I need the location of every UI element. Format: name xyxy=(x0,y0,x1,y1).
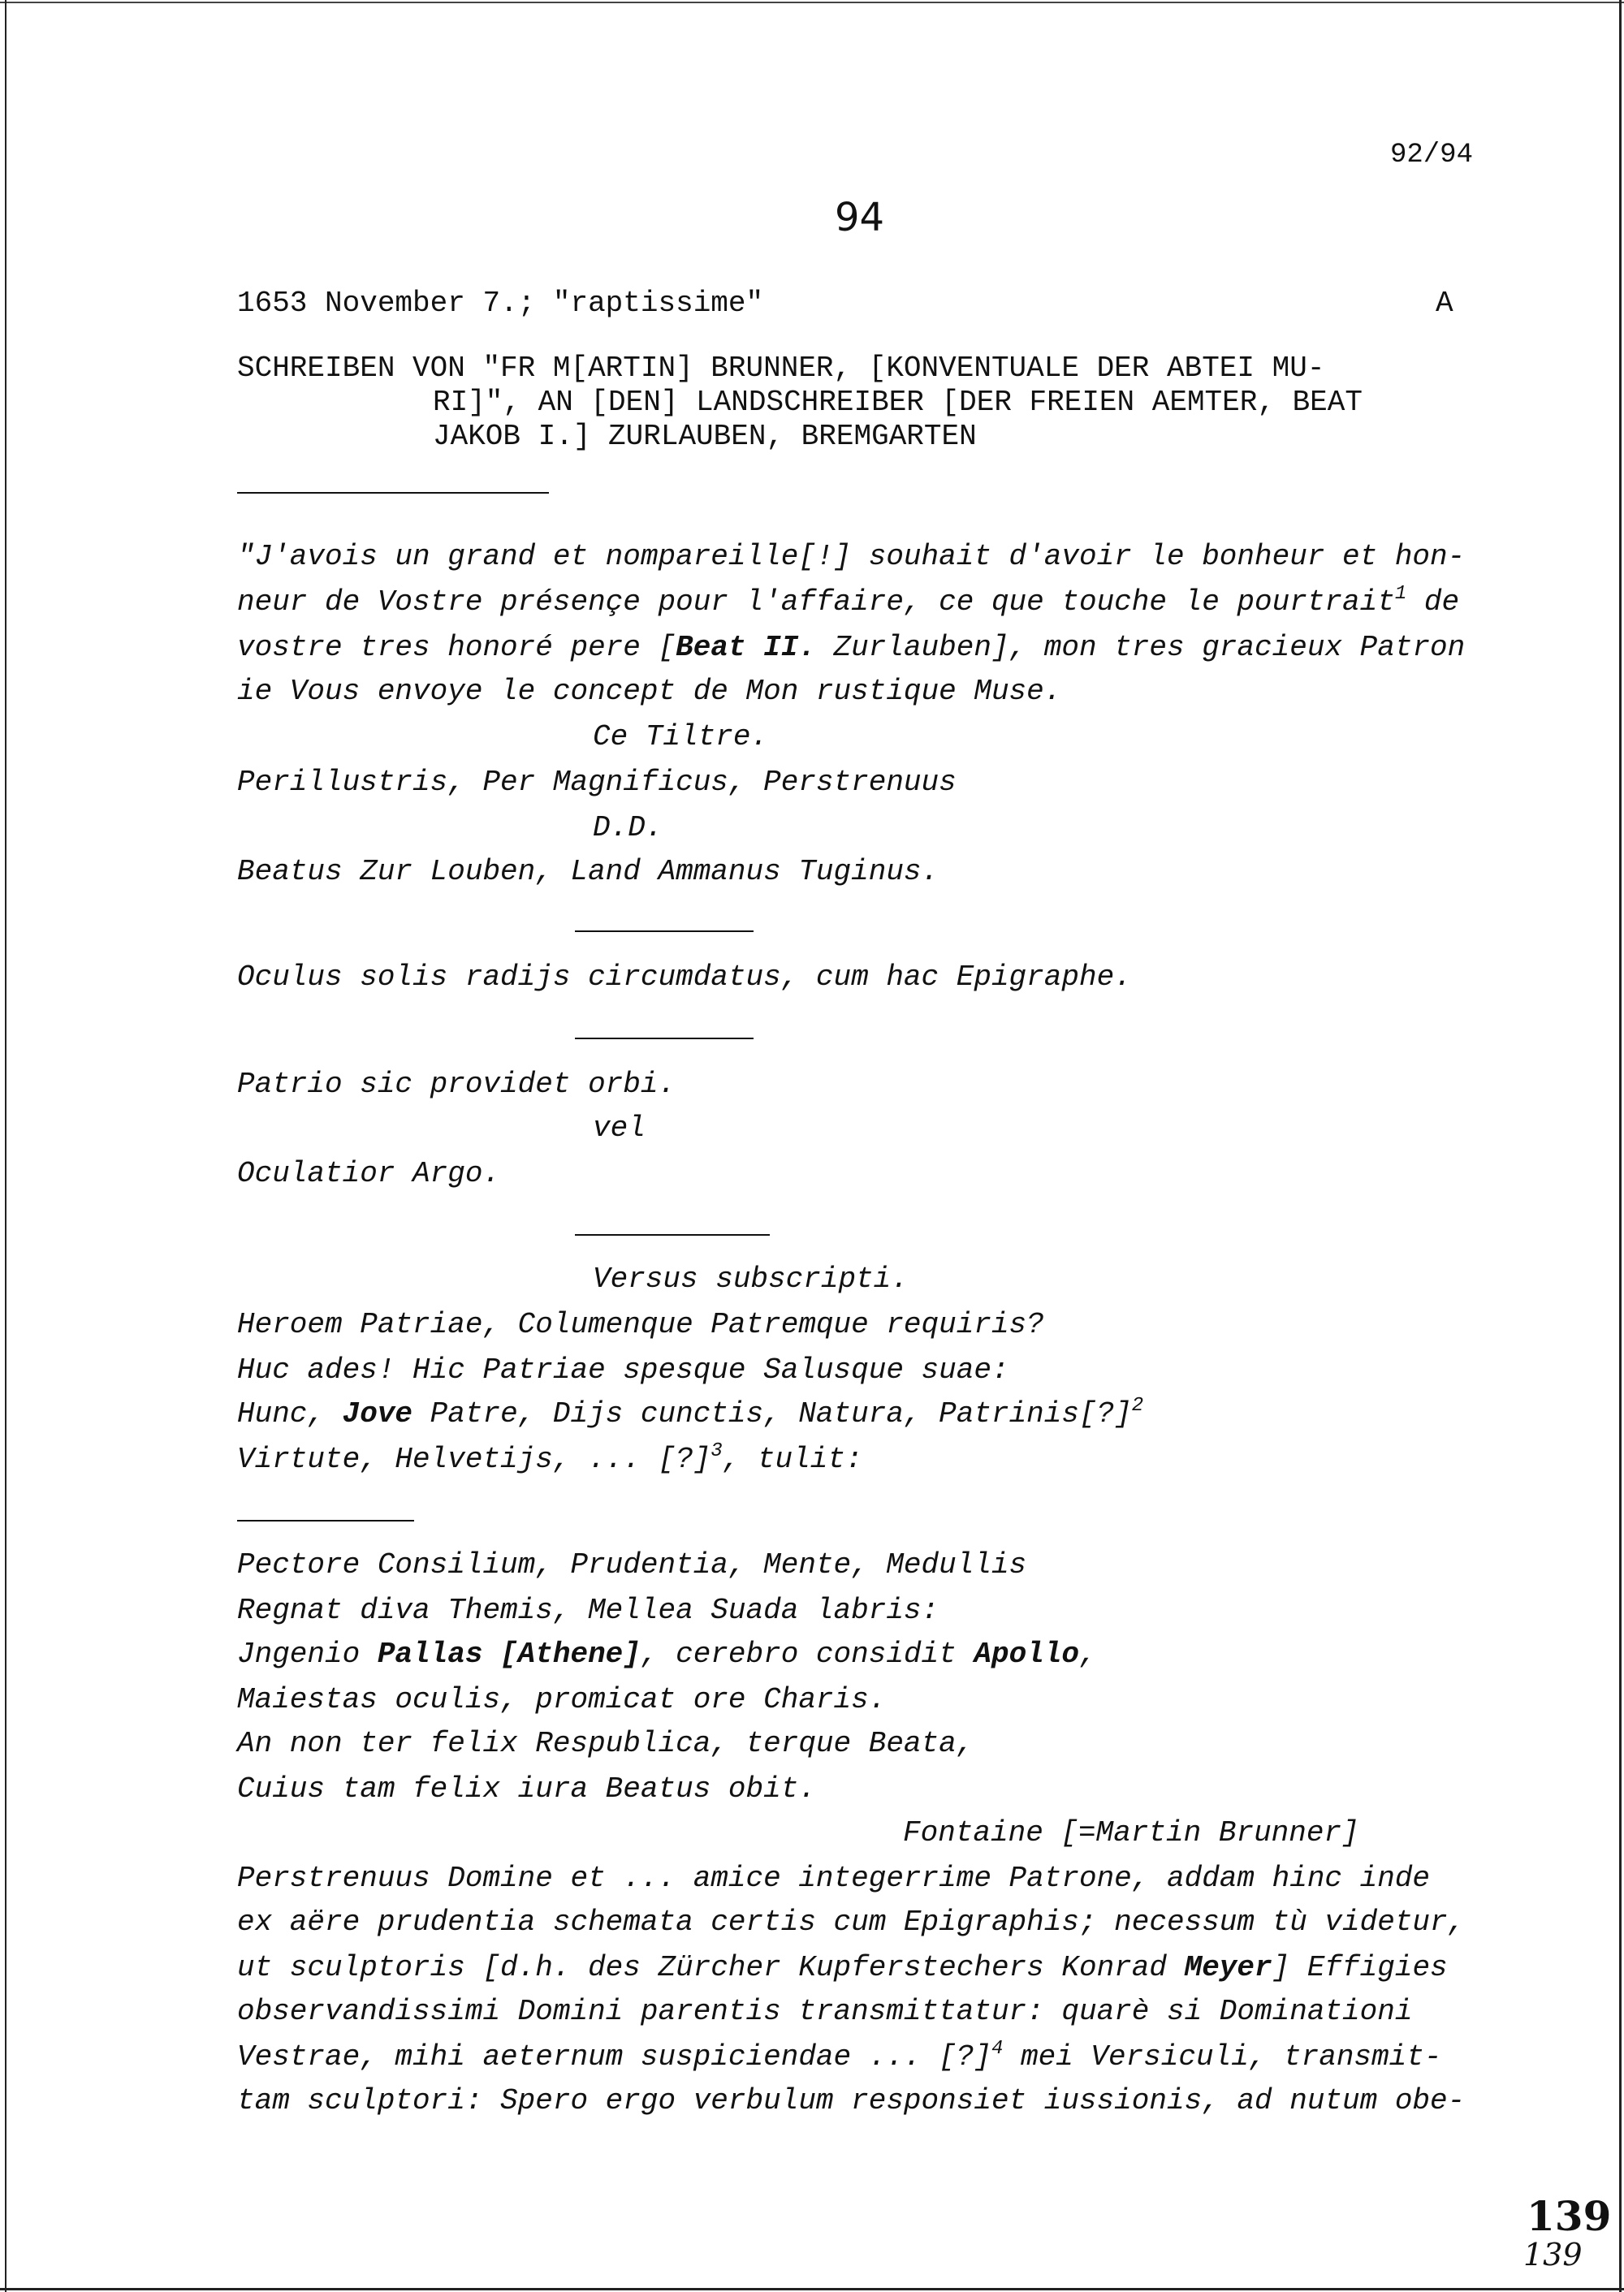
footnote-ref-3: 3 xyxy=(710,1440,723,1462)
poem-line: Maiestas oculis, promicat ore Charis. xyxy=(237,1683,887,1716)
page-reference: 92/94 xyxy=(1389,140,1473,170)
separator-rule xyxy=(575,930,754,932)
body-line: neur de Vostre présençe pour l'affaire, ce que touche le pourtrait$^1$ de xyxy=(237,583,1460,619)
body-line: Perstrenuus Domine et ... amice integerrime Patrone, addam hinc inde xyxy=(237,1862,1431,1895)
separator-rule xyxy=(237,492,549,494)
poem-line: D.D. xyxy=(593,811,663,844)
title-line-2: RI]", AN [DEN] LANDSCHREIBER [DER FREIEN AEMTER, BEAT xyxy=(433,386,1363,419)
body-line: ie Vous envoye le concept de Mon rustique Muse. xyxy=(237,675,1062,708)
page-border-top xyxy=(0,2,1624,3)
separator-rule xyxy=(575,1038,754,1039)
archive-stamp: 139 xyxy=(1527,2192,1612,2240)
poem-line: Beatus Zur Louben, Land Ammanus Tuginus. xyxy=(237,855,939,888)
archive-stamp-handwritten: 139 xyxy=(1523,2237,1583,2273)
poem-line: Oculatior Argo. xyxy=(237,1157,501,1190)
poem-line: Hunc, Jove Patre, Dijs cunctis, Natura, Patrinis[?]$^2$ xyxy=(237,1395,1144,1431)
body-line: observandissimi Domini parentis transmittatur: quarè si Dominationi xyxy=(237,1995,1413,2028)
page-border-right xyxy=(1619,0,1622,2292)
body-line: "J'avois un grand et nompareille[!] souhait d'avoir le bonheur et hon- xyxy=(237,540,1466,573)
page-border-bottom xyxy=(0,2288,1624,2290)
body-line: ex aëre prudentia schemata certis cum Epigraphis; necessum tù videtur, xyxy=(237,1906,1466,1939)
title-line-3: JAKOB I.] ZURLAUBEN, BREMGARTEN xyxy=(433,420,977,453)
version-marker: A xyxy=(1436,287,1453,320)
footnote-ref-2: 2 xyxy=(1131,1395,1144,1417)
footnote-ref-1: 1 xyxy=(1394,583,1407,605)
footnote-ref-4: 4 xyxy=(991,2038,1004,2060)
poem-line: Oculus solis radijs circumdatus, cum hac Epigraphe. xyxy=(237,960,1132,994)
date-line: 1653 November 7.; "raptissime" xyxy=(237,287,764,320)
body-line: vostre tres honoré pere [Beat II. Zurlauben], mon tres gracieux Patron xyxy=(237,631,1466,664)
page-border-left xyxy=(5,0,6,2292)
poem-line: Patrio sic providet orbi. xyxy=(237,1068,676,1101)
page-number: 94 xyxy=(835,195,885,240)
body-line: Vestrae, mihi aeternum suspiciendae ... [?]$^4$ mei Versiculi, transmit- xyxy=(237,2038,1442,2074)
poem-line: An non ter felix Respublica, terque Beata, xyxy=(237,1727,974,1760)
poem-line: Perillustris, Per Magnificus, Perstrenuus xyxy=(237,766,957,799)
poem-heading: Ce Tiltre. xyxy=(593,720,769,753)
body-line: ut sculptoris [d.h. des Zürcher Kupferstechers Konrad Meyer] Effigies xyxy=(237,1951,1448,1984)
poem-line: Heroem Patriae, Columenque Patremque requiris? xyxy=(237,1308,1044,1341)
poem-heading: Versus subscripti. xyxy=(593,1263,909,1296)
poem-line: Pectore Consilium, Prudentia, Mente, Medullis xyxy=(237,1548,1027,1582)
body-line: tam sculptori: Spero ergo verbulum responsiet iussionis, ad nutum obe- xyxy=(237,2084,1466,2117)
poem-line: vel xyxy=(593,1111,646,1145)
separator-rule xyxy=(237,1520,414,1522)
separator-rule xyxy=(575,1234,770,1236)
poem-line: Regnat diva Themis, Mellea Suada labris: xyxy=(237,1594,939,1627)
signature: Fontaine [=Martin Brunner] xyxy=(903,1816,1359,1850)
title-line-1: SCHREIBEN VON "FR M[ARTIN] BRUNNER, [KONVENTUALE DER ABTEI MU- xyxy=(237,352,1325,385)
poem-line: Virtute, Helvetijs, ... [?]$^3$, tulit: xyxy=(237,1440,863,1476)
poem-line: Huc ades! Hic Patriae spesque Salusque suae: xyxy=(237,1353,1009,1387)
poem-line: Cuius tam felix iura Beatus obit. xyxy=(237,1772,816,1806)
poem-line: Jngenio Pallas [Athene], cerebro considit Apollo, xyxy=(237,1638,1097,1671)
